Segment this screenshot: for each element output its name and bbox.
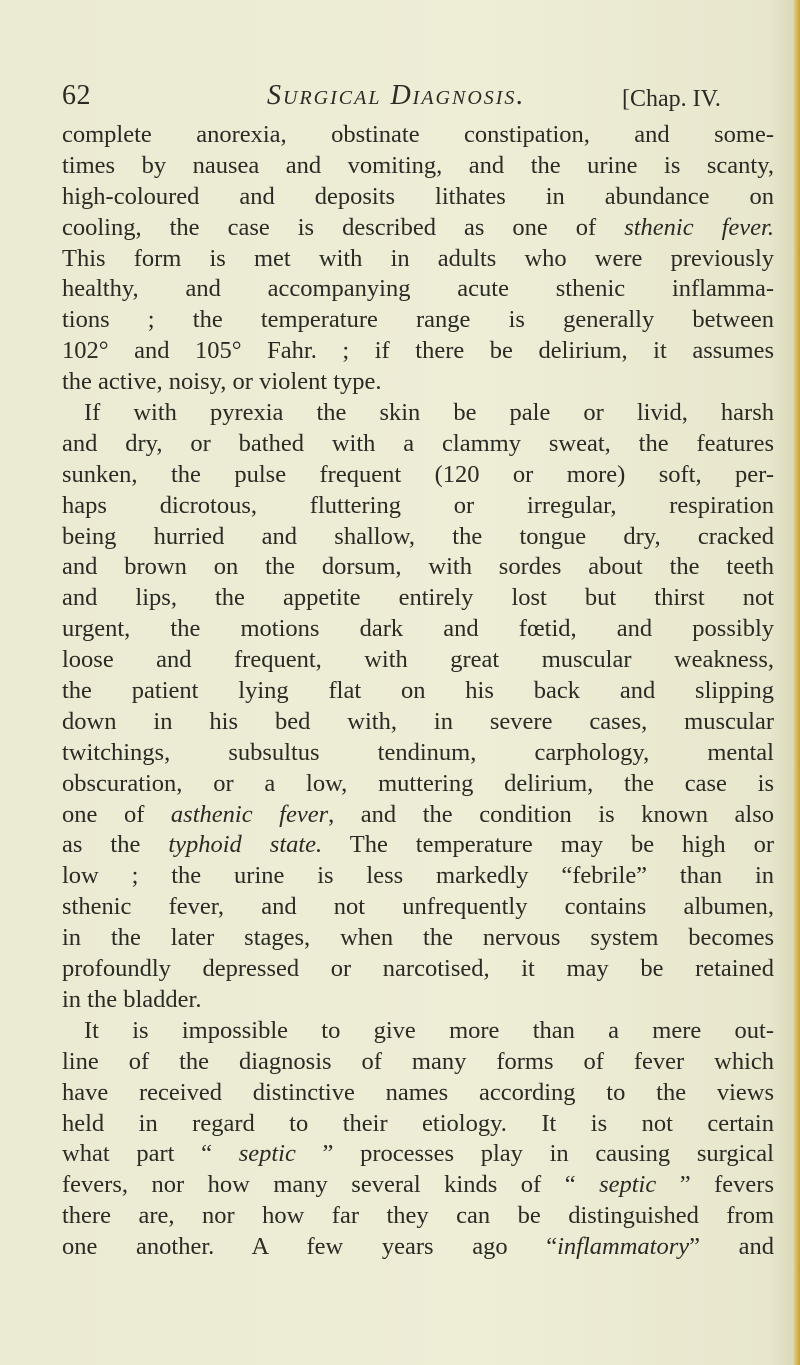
text-line	[62, 151, 774, 182]
text-line	[62, 985, 774, 1016]
text-line	[62, 645, 774, 676]
text-segment: held in regard to their etiology. It is not certain	[62, 1109, 774, 1137]
text-segment: the patient lying flat on his back and slipping	[62, 677, 774, 705]
text-segment: The temperature may be high or	[322, 831, 774, 859]
text-segment: the active, noisy, or violent type.	[62, 368, 382, 396]
chapter-label: [Chap. IV.	[622, 86, 721, 112]
text-line	[62, 676, 774, 707]
text-segment: , and the condition is known also	[328, 800, 774, 828]
text-line	[62, 460, 774, 491]
text-segment: have received distinctive names according to the views	[62, 1078, 774, 1106]
text-line	[62, 1139, 774, 1170]
text-line	[62, 923, 774, 954]
text-line	[62, 182, 774, 213]
italic-text: sthenic fever.	[624, 213, 775, 241]
italic-text: septic	[238, 1140, 296, 1168]
body-text	[62, 120, 774, 1263]
text-segment: obscuration, or a low, muttering delirium, the case is	[62, 769, 774, 797]
text-line	[62, 1047, 774, 1078]
text-segment: tions ; the temperature range is generally between	[62, 306, 774, 334]
text-segment: and lips, the appetite entirely lost but thirst not	[62, 584, 774, 612]
text-segment: in the later stages, when the nervous system becomes	[62, 924, 774, 952]
text-segment: urgent, the motions dark and fœtid, and possibly	[62, 615, 774, 643]
italic-text: septic	[599, 1171, 657, 1199]
italic-text: typhoid state.	[168, 831, 323, 859]
text-line	[62, 892, 774, 923]
text-segment: twitchings, subsultus tendinum, carphology, mental	[62, 738, 774, 766]
text-line	[62, 213, 774, 244]
text-segment: low ; the urine is less markedly “febrile” than in	[62, 862, 774, 890]
text-segment: This form is met with in adults who were previously	[62, 244, 774, 272]
text-line	[62, 1078, 774, 1109]
text-line	[62, 522, 774, 553]
text-segment: times by nausea and vomiting, and the urine is scanty,	[62, 151, 774, 179]
text-segment: high-coloured and deposits lithates in abundance on	[62, 182, 774, 210]
italic-text: inflammatory	[557, 1233, 690, 1261]
page-header	[62, 80, 772, 120]
text-segment: fevers, nor how many several kinds of “	[62, 1171, 600, 1199]
text-segment: haps dicrotous, fluttering or irregular, respiration	[62, 491, 774, 519]
text-line	[62, 1232, 774, 1263]
text-line	[62, 1201, 774, 1232]
text-line	[62, 954, 774, 985]
text-line	[62, 336, 774, 367]
text-line	[62, 491, 774, 522]
text-segment: one of	[62, 800, 171, 828]
page-edge	[792, 0, 800, 1365]
text-line	[62, 1170, 774, 1201]
text-line	[62, 244, 774, 275]
text-line	[62, 707, 774, 738]
text-segment: and brown on the dorsum, with sordes about the teeth	[62, 553, 774, 581]
text-line	[62, 552, 774, 583]
text-segment: down in his bed with, in severe cases, muscular	[62, 707, 774, 735]
text-segment: and dry, or bathed with a clammy sweat, the features	[62, 429, 774, 457]
text-line	[62, 274, 774, 305]
text-line	[62, 1016, 774, 1047]
text-segment: 102° and 105° Fahr. ; if there be delirium, it assumes	[62, 337, 774, 365]
italic-text: asthenic fever	[170, 800, 329, 828]
page-number: 62	[62, 80, 91, 111]
text-line	[62, 614, 774, 645]
text-segment: ” fevers	[656, 1171, 774, 1199]
text-segment: being hurried and shallow, the tongue dry, cracked	[62, 522, 774, 550]
text-line	[62, 830, 774, 861]
text-line	[62, 120, 774, 151]
text-segment: as the	[62, 831, 169, 859]
text-segment: ” and	[689, 1233, 774, 1261]
text-segment: ” processes play in causing surgical	[295, 1140, 774, 1168]
text-line	[62, 800, 774, 831]
text-segment: healthy, and accompanying acute sthenic inflamma-	[62, 275, 774, 303]
text-segment: line of the diagnosis of many forms of fever which	[62, 1047, 774, 1075]
text-segment: one another. A few years ago “	[62, 1233, 558, 1261]
text-line	[62, 583, 774, 614]
text-segment: If with pyrexia the skin be pale or livid, harsh	[84, 399, 774, 427]
text-segment: there are, nor how far they can be distinguished from	[62, 1202, 774, 1230]
text-segment: profoundly depressed or narcotised, it may be retained	[62, 955, 774, 983]
text-line	[62, 738, 774, 769]
text-segment: It is impossible to give more than a mere out-	[84, 1016, 774, 1044]
text-segment: what part “	[62, 1140, 239, 1168]
text-segment: sunken, the pulse frequent (120 or more) soft, per-	[62, 460, 774, 488]
text-line	[62, 769, 774, 800]
text-line	[62, 305, 774, 336]
text-segment: sthenic fever, and not unfrequently contains albumen,	[62, 893, 774, 921]
text-segment: loose and frequent, with great muscular weakness,	[62, 646, 774, 674]
text-segment: cooling, the case is described as one of	[62, 213, 625, 241]
text-line	[62, 367, 774, 398]
text-line	[62, 861, 774, 892]
running-title: Surgical Diagnosis.	[267, 80, 526, 111]
text-segment: complete anorexia, obstinate constipation, and some-	[62, 121, 774, 148]
text-line	[62, 398, 774, 429]
text-line	[62, 1109, 774, 1140]
text-line	[62, 429, 774, 460]
text-segment: in the bladder.	[62, 985, 202, 1013]
